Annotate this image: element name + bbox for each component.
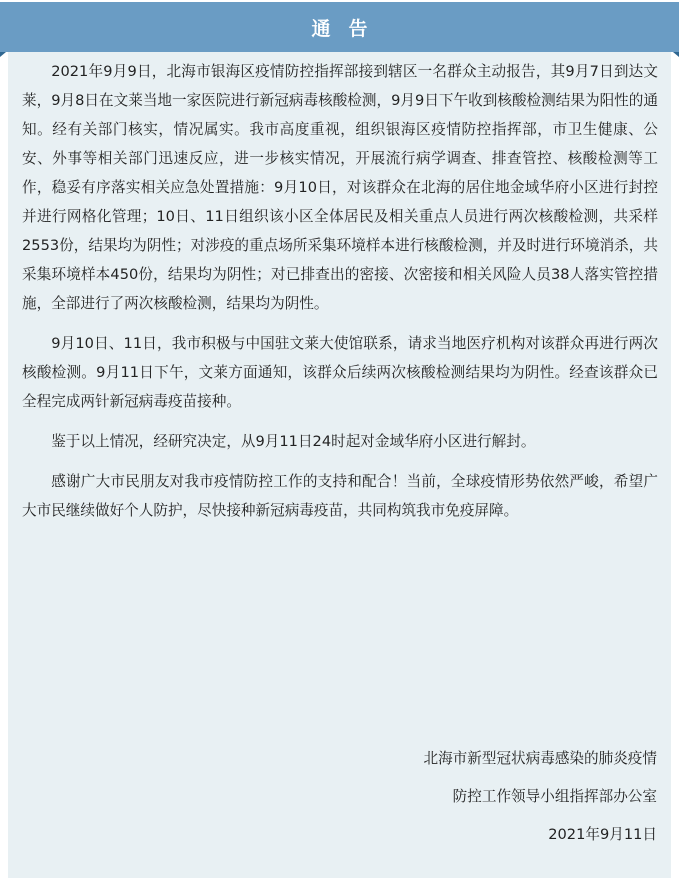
issuer-line-1: 北海市新型冠状病毒感染的肺炎疫情 bbox=[423, 750, 657, 767]
notice-title: 通告 bbox=[311, 17, 386, 40]
issue-date: 2021年9月11日 bbox=[548, 826, 657, 843]
paragraph: 鉴于以上情况，经研究决定，从9月11日24时起对金域华府小区进行解封。 bbox=[51, 433, 536, 450]
issuer-line-2: 防控工作领导小组指挥部办公室 bbox=[452, 788, 657, 805]
notice-body bbox=[22, 57, 658, 536]
ribbon-fold-right bbox=[673, 52, 679, 57]
signature-block bbox=[423, 740, 657, 854]
notice-header-bar bbox=[0, 2, 679, 52]
paragraph: 9月10日、11日，我市积极与中国驻文莱大使馆联系，请求当地医疗机构对该群众再进行两次核酸检测。9月11日下午，文莱方面通知，该群众后续两次核酸检测结果均为阴性。经查该群众已全程完成两针新冠病毒疫苗接种。 bbox=[22, 335, 658, 410]
paragraph: 感谢广大市民朋友对我市疫情防控工作的支持和配合！当前，全球疫情形势依然严峻，希望广大市民继续做好个人防护，尽快接种新冠病毒疫苗，共同构筑我市免疫屏障。 bbox=[22, 473, 658, 519]
ribbon-fold-left bbox=[0, 52, 6, 57]
paragraph: 2021年9月9日，北海市银海区疫情防控指挥部接到辖区一名群众主动报告，其9月7日到达文莱，9月8日在文莱当地一家医院进行新冠病毒核酸检测，9月9日下午收到核酸检测结果为阳性的通知。经有关部门核实，情况属实。我市高度重视，组织银海区疫情防控指挥部，市卫生健康、公安、外事等相关部门迅速反应，进一步核实情况，开展流行病学调查、排查管控、核酸检测等工作，稳妥有序落实相关应急处置措施：9月10日，对该群众在北海的居住地金域华府小区进行封控并进行网格化管理；10日、11日组织该小区全体居民及相关重点人员进行两次核酸检测，共采样2553份，结果均为阴性；对涉疫的重点场所采集环境样本进行核酸检测，并及时进行环境消杀，共采集环境样本450份，结果均为阴性；对已排查出的密接、次密接和相关风险人员38人落实管控措施，全部进行了两次核酸检测，结果均为阴性。 bbox=[22, 63, 658, 312]
